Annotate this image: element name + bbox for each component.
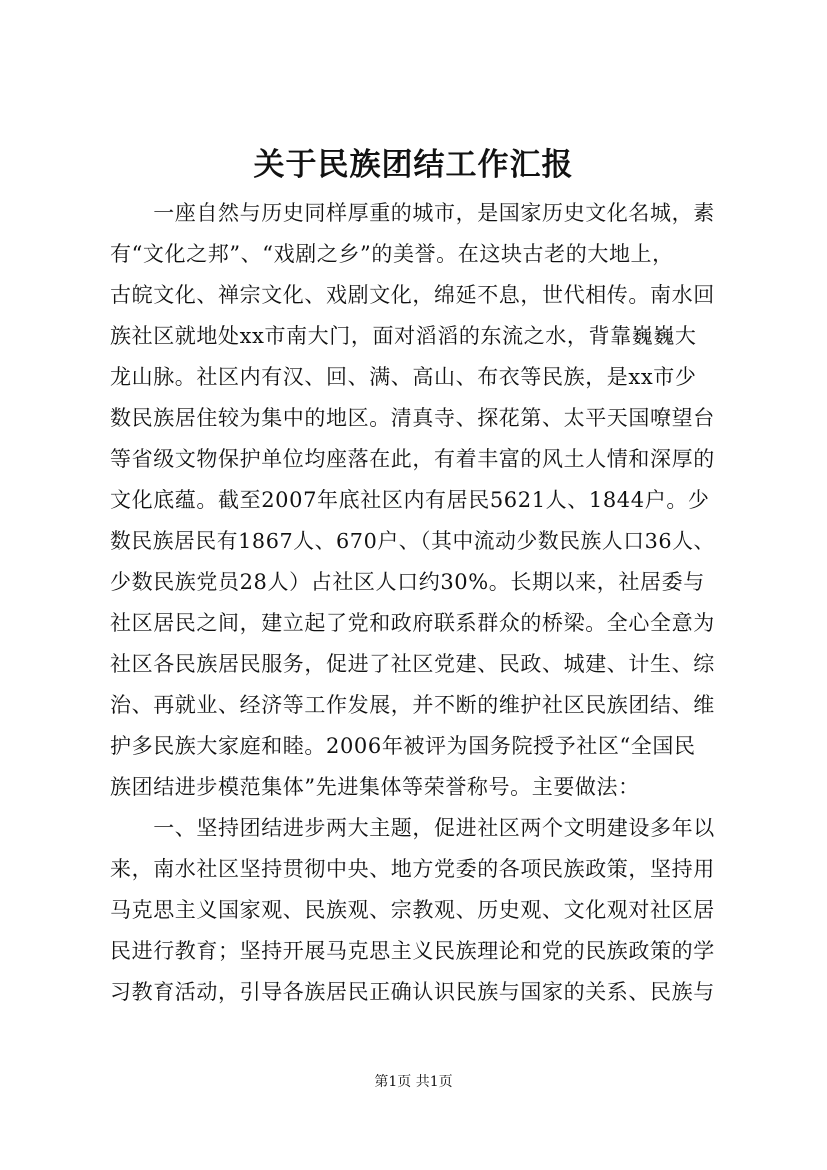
body-line: 少数民族党员28人）占社区人口约30%。长期以来，社居委与 [110, 570, 705, 594]
body-line: 数民族居住较为集中的地区。清真寺、探花第、太平天国嘹望台 [110, 406, 715, 430]
body-line: 民进行教育；坚持开展马克思主义民族理论和党的民族政策的学 [110, 939, 715, 963]
body-line: 来，南水社区坚持贯彻中央、地方党委的各项民族政策，坚持用 [110, 857, 715, 881]
page-footer: 第1页 共1页 [374, 1074, 453, 1090]
body-line: 社区居民之间，建立起了党和政府联系群众的桥梁。全心全意为 [110, 611, 715, 635]
document-body [110, 193, 720, 1013]
body-line: 有“文化之邦”、“戏剧之乡”的美誉。在这块古老的大地上， [110, 242, 674, 266]
body-line: 一座自然与历史同样厚重的城市，是国家历史文化名城，素 [110, 201, 715, 225]
body-line: 一、坚持团结进步两大主题，促进社区两个文明建设多年以 [110, 816, 715, 840]
body-line: 族团结进步模范集体”先进集体等荣誉称号。主要做法： [110, 775, 640, 799]
document-title: 关于民族团结工作汇报 [253, 147, 574, 183]
body-line: 社区各民族居民服务，促进了社区党建、民政、城建、计生、综 [110, 652, 715, 676]
body-line: 族社区就地处xx市南大门，面对滔滔的东流之水，背靠巍巍大 [110, 324, 697, 348]
body-line: 马克思主义国家观、民族观、宗教观、历史观、文化观对社区居 [110, 898, 715, 922]
body-line: 龙山脉。社区内有汉、回、满、高山、布衣等民族，是xx市少 [110, 365, 697, 389]
body-line: 等省级文物保护单位均座落在此，有着丰富的风土人情和深厚的 [110, 447, 715, 471]
body-line: 古皖文化、禅宗文化、戏剧文化，绵延不息，世代相传。南水回 [110, 283, 715, 307]
body-line: 习教育活动，引导各族居民正确认识民族与国家的关系、民族与 [110, 980, 715, 1004]
body-line: 数民族居民有1867人、670户、（其中流动少数民族人口36人、 [110, 529, 715, 553]
body-line: 护多民族大家庭和睦。2006年被评为国务院授予社区“全国民 [110, 734, 696, 758]
body-line: 文化底蕴。截至2007年底社区内有居民5621人、1844户。少 [110, 488, 710, 512]
body-line: 治、再就业、经济等工作发展，并不断的维护社区民族团结、维 [110, 693, 715, 717]
